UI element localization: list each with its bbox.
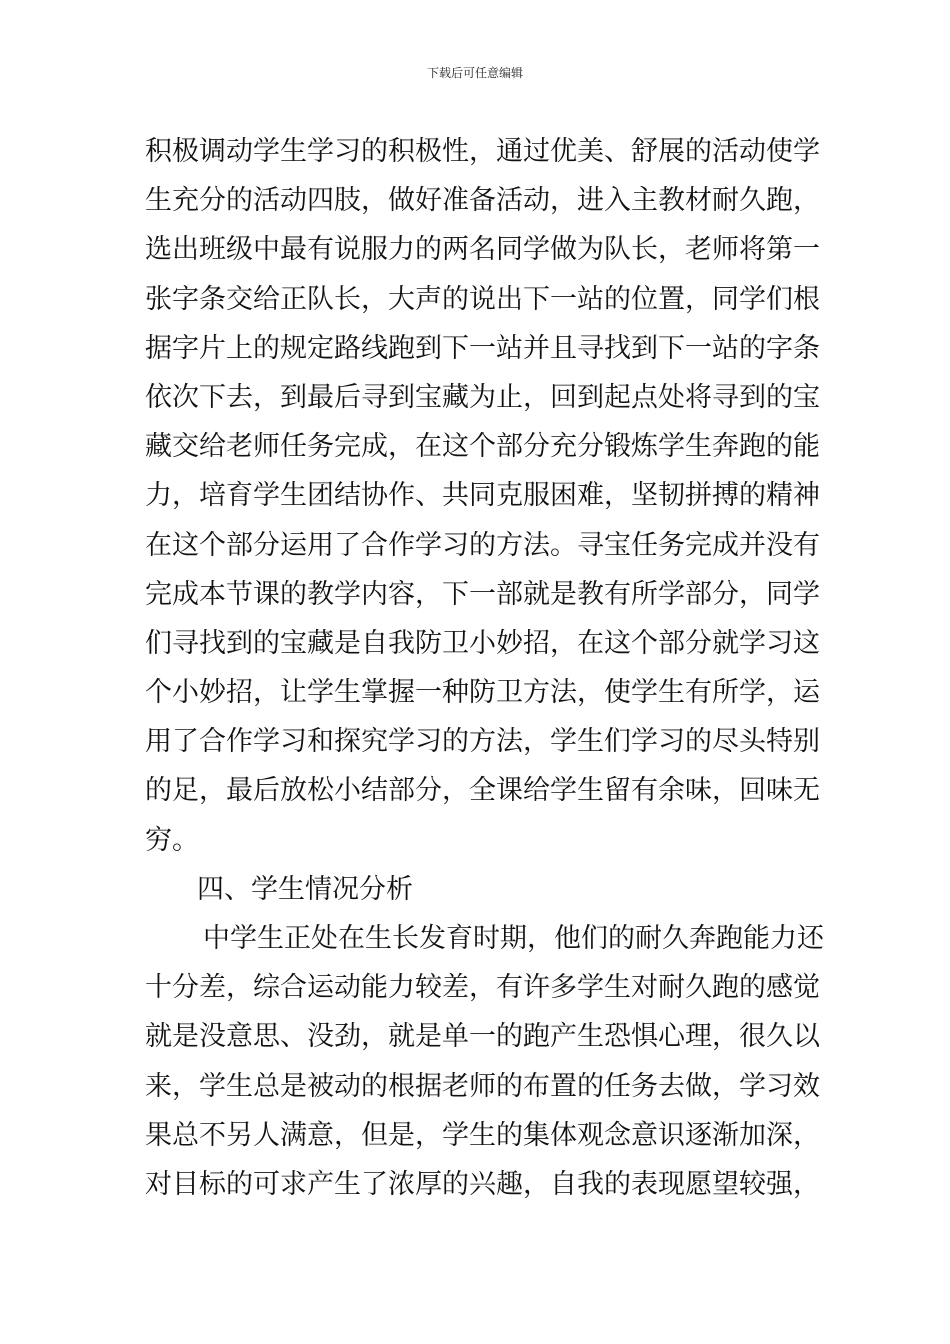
text-line: 就是没意思、没劲，就是单一的跑产生恐惧心理，很久以 bbox=[145, 1021, 820, 1053]
text-line: 积极调动学生学习的积极性，通过优美、舒展的活动使学 bbox=[145, 136, 820, 167]
text-line: 力，培育学生团结协作、共同克服困难，坚韧拼搏的精神 bbox=[145, 480, 820, 512]
text-line: 们寻找到的宝藏是自我防卫小妙招，在这个部分就学习这 bbox=[145, 627, 820, 659]
text-line: 穷。 bbox=[145, 824, 199, 856]
section-heading: 四、学生情况分析 bbox=[197, 873, 413, 905]
text-line: 依次下去，到最后寻到宝藏为止，回到起点处将寻到的宝 bbox=[145, 381, 820, 413]
text-line: 对目标的可求产生了浓厚的兴趣，自我的表现愿望较强， bbox=[145, 1168, 820, 1200]
text-line: 用了合作学习和探究学习的方法，学生们学习的尽头特别 bbox=[145, 726, 820, 758]
text-line: 藏交给老师任务完成，在这个部分充分锻炼学生奔跑的能 bbox=[145, 431, 820, 463]
text-line: 来，学生总是被动的根据老师的布置的任务去做，学习效 bbox=[145, 1070, 820, 1102]
text-line: 中学生正处在生长发育时期，他们的耐久奔跑能力还 bbox=[203, 923, 824, 954]
text-line: 生充分的活动四肢，做好准备活动，进入主教材耐久跑， bbox=[145, 185, 820, 217]
text-line: 张字条交给正队长，大声的说出下一站的位置，同学们根 bbox=[145, 283, 820, 315]
text-line: 个小妙招，让学生掌握一种防卫方法，使学生有所学，运 bbox=[145, 677, 820, 709]
document-body bbox=[145, 127, 825, 1209]
text-line: 果总不另人满意，但是，学生的集体观念意识逐渐加深， bbox=[145, 1119, 820, 1151]
text-line: 据字片上的规定路线跑到下一站并且寻找到下一站的字条 bbox=[145, 332, 820, 364]
text-line: 在这个部分运用了合作学习的方法。寻宝任务完成并没有 bbox=[145, 529, 820, 561]
page-header: 下载后可任意编辑 bbox=[426, 66, 523, 80]
text-line: 十分差，综合运动能力较差，有许多学生对耐久跑的感觉 bbox=[145, 972, 820, 1004]
text-line: 的足，最后放松小结部分，全课给学生留有余味，回味无 bbox=[145, 775, 820, 807]
text-line: 完成本节课的教学内容，下一部就是教有所学部分，同学 bbox=[145, 578, 820, 610]
text-line: 选出班级中最有说服力的两名同学做为队长，老师将第一 bbox=[145, 234, 820, 266]
